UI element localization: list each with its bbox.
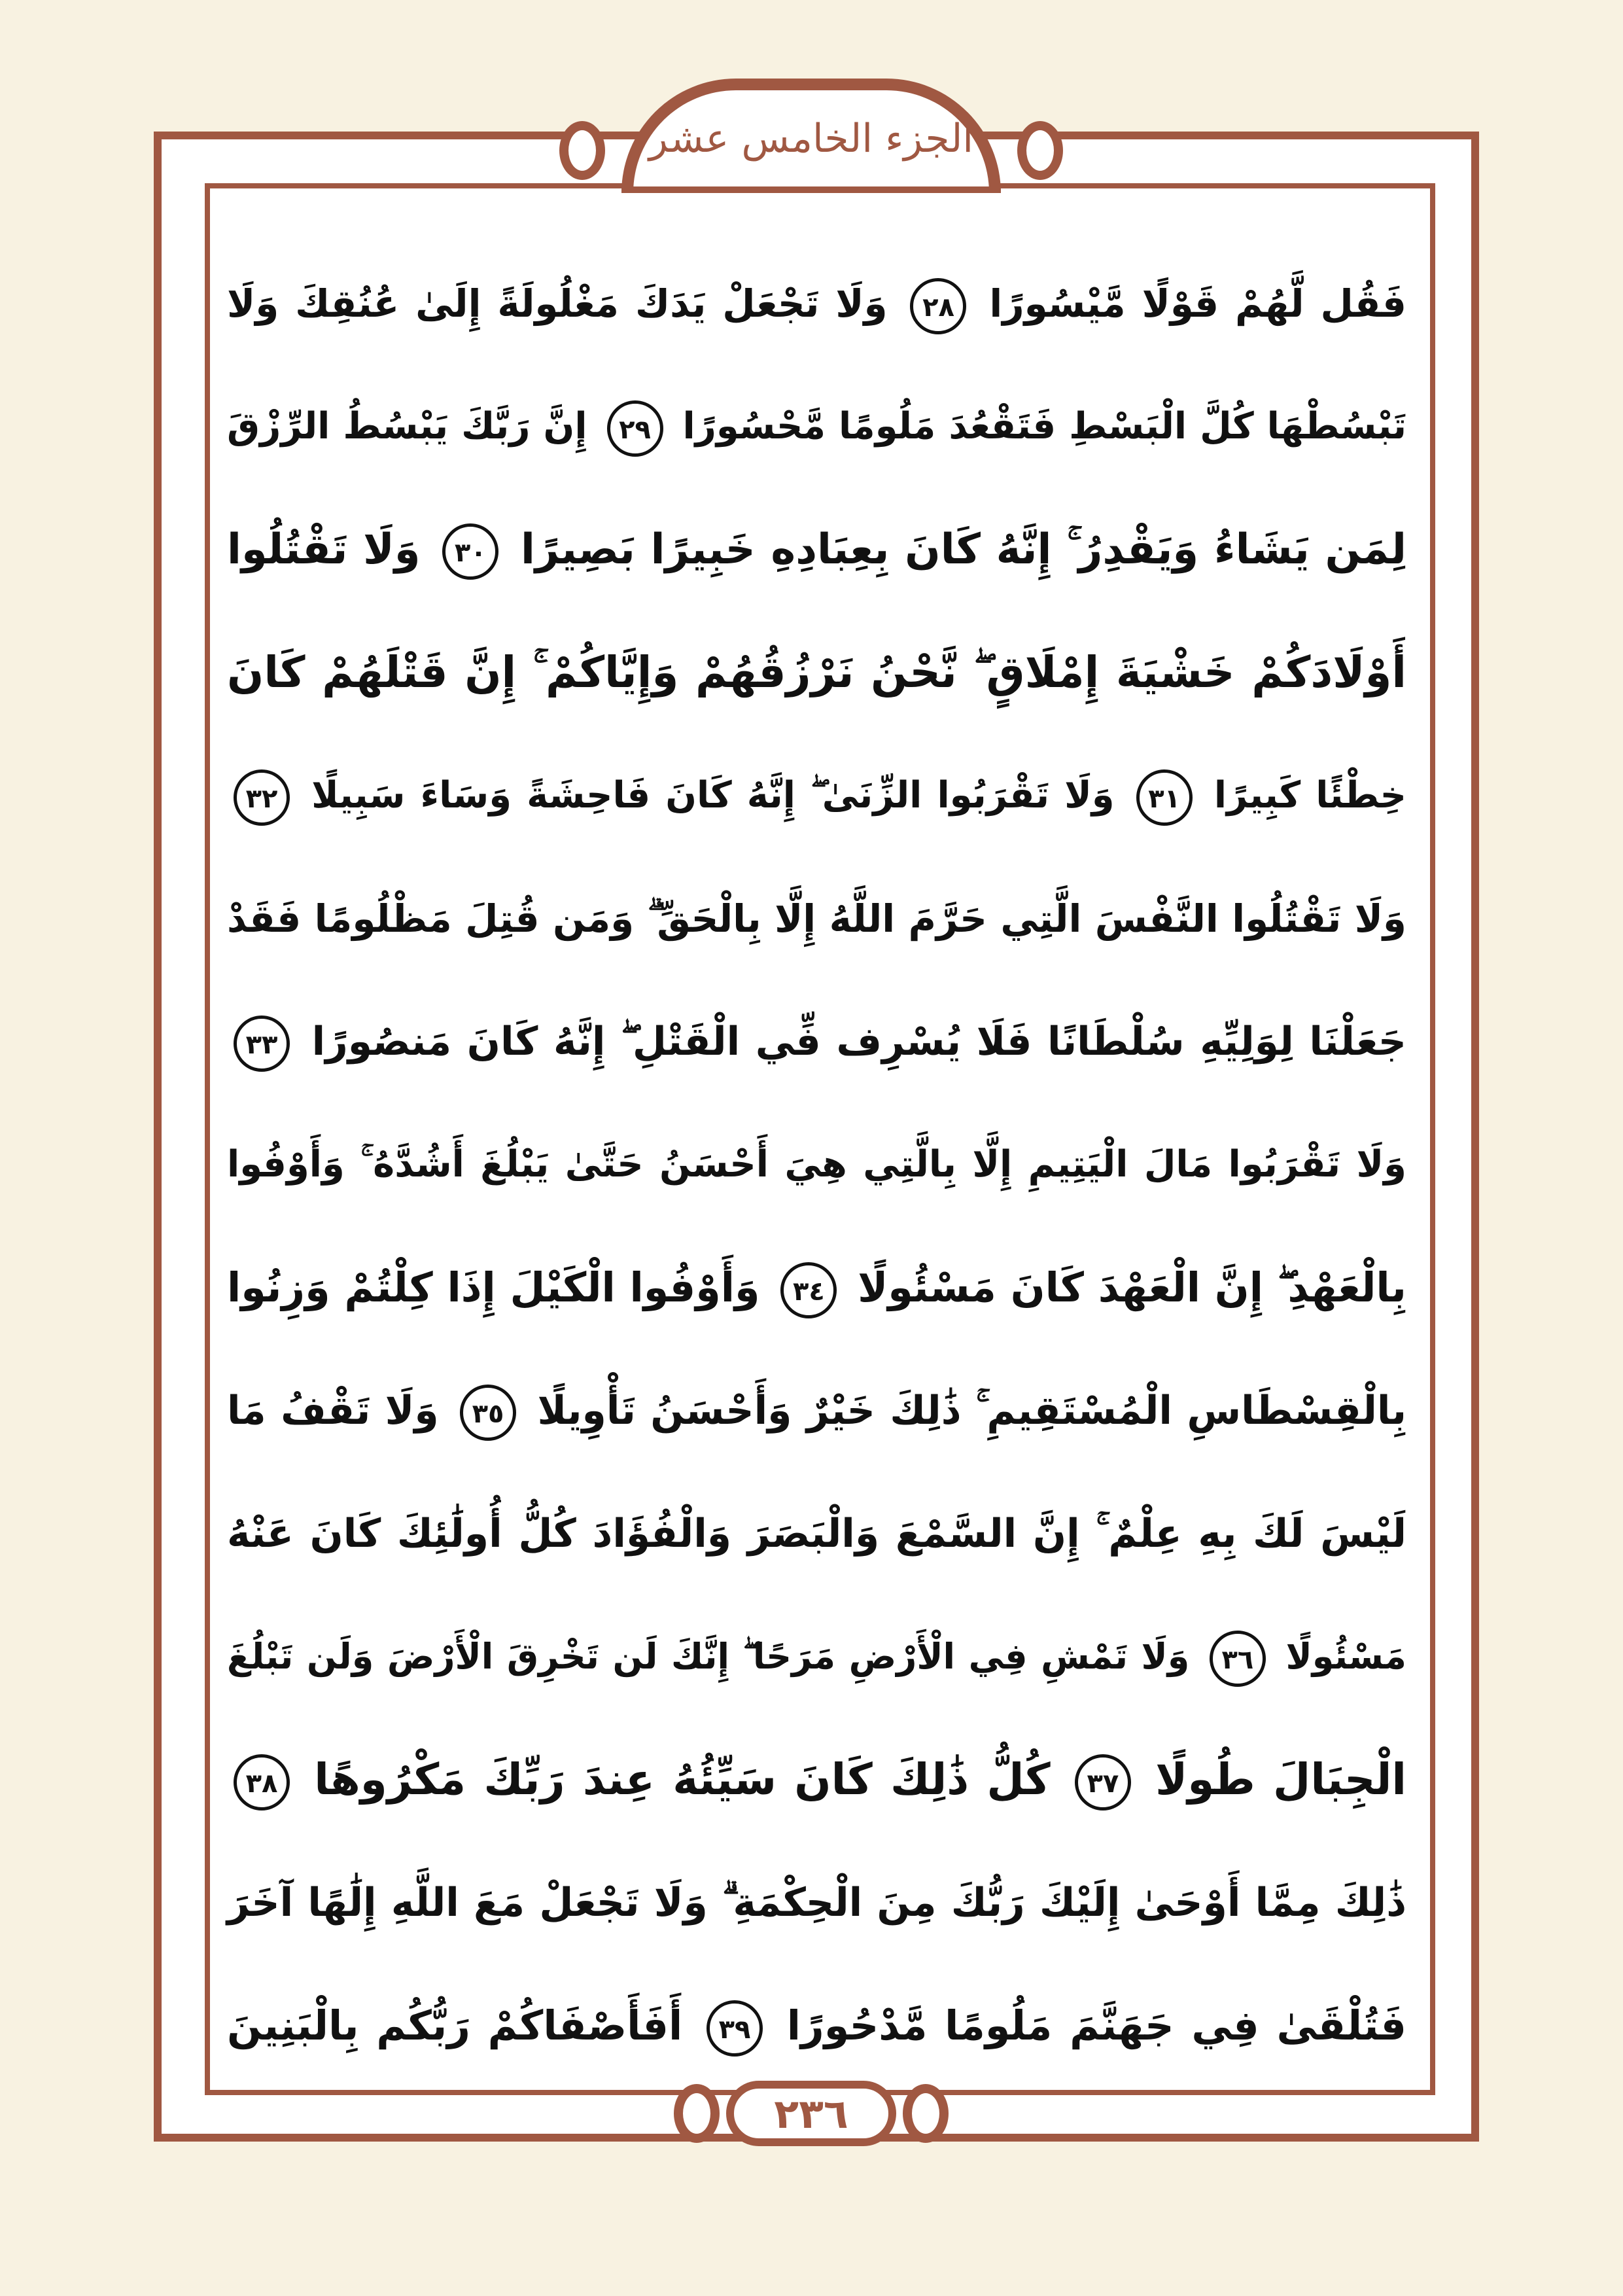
- verse-text: مَسْئُولًا: [1285, 1636, 1406, 1677]
- text-line: [227, 1103, 1406, 1226]
- verse-text: لَيْسَ لَكَ بِهِ عِلْمٌ ۚ إِنَّ السَّمْعَ وَالْبَصَرَ وَالْفُؤَادَ كُلُّ أُولَٰئِكَ كَانَ عَنْهُ: [227, 1511, 1406, 1557]
- page-number: ٢٣٦: [774, 2089, 848, 2138]
- ayah-number-marker: ٢٩: [607, 400, 663, 457]
- ayah-number-marker: ٣٦: [1210, 1631, 1266, 1687]
- verse-text: جَعَلْنَا لِوَلِيِّهِ سُلْطَانًا فَلَا يُسْرِف فِّي الْقَتْلِ ۖ إِنَّهُ كَانَ مَنصُورًا: [311, 1019, 1407, 1065]
- text-line: [227, 242, 1406, 365]
- verse-text: أَفَأَصْفَاكُمْ رَبُّكُم بِالْبَنِينَ: [227, 2002, 683, 2049]
- ayah-number-marker: ٢٨: [910, 278, 966, 334]
- ayah-number-marker: ٣٧: [1075, 1754, 1131, 1810]
- text-line: [227, 365, 1406, 488]
- text-line: [227, 1718, 1406, 1841]
- juz-title: الجزء الخامس عشر: [648, 115, 974, 162]
- verse-text: وَلَا تَقْتُلُوا النَّفْسَ الَّتِي حَرَّمَ اللَّهُ إِلَّا بِالْحَقِّ ۗ وَمَن قُتِلَ مَظْلُومًا فَقَدْ: [227, 896, 1406, 941]
- page-number-badge: [726, 2081, 896, 2146]
- verse-text: كُلُّ ذَٰلِكَ كَانَ سَيِّئُهُ عِندَ رَبِّكَ مَكْرُوهًا: [314, 1754, 1051, 1805]
- ayah-number-marker: ٣١: [1136, 769, 1193, 826]
- text-line: [227, 980, 1406, 1103]
- verse-text: بِالْعَهْدِ ۖ إِنَّ الْعَهْدَ كَانَ مَسْئُولًا: [858, 1263, 1406, 1311]
- text-line: [227, 1595, 1406, 1718]
- ayah-number-marker: ٣٨: [234, 1754, 290, 1810]
- text-line: [227, 1472, 1406, 1595]
- verse-text: خِطْئًا كَبِيرًا: [1213, 774, 1407, 817]
- verse-text: ذَٰلِكَ مِمَّا أَوْحَىٰ إِلَيْكَ رَبُّكَ مِنَ الْحِكْمَةِ ۗ وَلَا تَجْعَلْ مَعَ اللَّهِ إِلَٰهًا آخَرَ: [227, 1880, 1406, 1926]
- verse-text: تَبْسُطْهَا كُلَّ الْبَسْطِ فَتَقْعُدَ مَلُومًا مَّحْسُورًا: [682, 405, 1407, 448]
- text-line: [227, 857, 1406, 980]
- text-line: [227, 734, 1406, 857]
- verse-text: وَلَا تَقْرَبُوا الزِّنَىٰ ۖ إِنَّهُ كَانَ فَاحِشَةً وَسَاءَ سَبِيلًا: [311, 774, 1115, 817]
- verse-text: وَلَا تَمْشِ فِي الْأَرْضِ مَرَحًا ۖ إِنَّكَ لَن تَخْرِقَ الْأَرْضَ وَلَن تَبْلُغَ: [227, 1636, 1190, 1677]
- verse-text: وَأَوْفُوا الْكَيْلَ إِذَا كِلْتُمْ وَزِنُوا: [227, 1263, 760, 1311]
- text-line: [227, 611, 1406, 734]
- verse-text: بِالْقِسْطَاسِ الْمُسْتَقِيمِ ۚ ذَٰلِكَ خَيْرٌ وَأَحْسَنُ تَأْوِيلًا: [537, 1388, 1406, 1434]
- quran-text: [227, 242, 1406, 2087]
- ornament-icon: [1017, 121, 1063, 180]
- ornament-icon: [559, 121, 605, 180]
- verse-text: فَقُل لَّهُمْ قَوْلًا مَّيْسُورًا: [989, 281, 1406, 326]
- ayah-number-marker: ٣٩: [707, 2000, 763, 2057]
- ayah-number-marker: ٣٠: [442, 523, 498, 580]
- verse-text: الْجِبَالَ طُولًا: [1155, 1754, 1407, 1805]
- verse-text: أَوْلَادَكُمْ خَشْيَةَ إِمْلَاقٍ ۖ نَّحْنُ نَرْزُقُهُمْ وَإِيَّاكُمْ ۚ إِنَّ قَتْلَهُمْ كَانَ: [227, 647, 1406, 698]
- text-line: [227, 1841, 1406, 1964]
- verse-text: فَتُلْقَىٰ فِي جَهَنَّمَ مَلُومًا مَّدْحُورًا: [786, 2002, 1407, 2049]
- verse-text: وَلَا تَجْعَلْ يَدَكَ مَغْلُولَةً إِلَىٰ عُنُقِكَ وَلَا: [227, 281, 888, 326]
- verse-text: إِنَّ رَبَّكَ يَبْسُطُ الرِّزْقَ: [227, 405, 587, 448]
- text-line: [227, 1349, 1406, 1472]
- ayah-number-marker: ٣٤: [780, 1262, 837, 1318]
- text-line: [227, 1226, 1406, 1349]
- ayah-number-marker: ٣٣: [234, 1016, 290, 1072]
- ornament-icon: [903, 2084, 949, 2143]
- ornament-icon: [674, 2084, 720, 2143]
- ayah-number-marker: ٣٥: [460, 1385, 516, 1441]
- juz-header: [621, 79, 1001, 193]
- verse-text: وَلَا تَقْفُ مَا: [227, 1388, 439, 1434]
- verse-text: لِمَن يَشَاءُ وَيَقْدِرُ ۚ إِنَّهُ كَانَ بِعِبَادِهِ خَبِيرًا بَصِيرًا: [520, 525, 1407, 574]
- ayah-number-marker: ٣٢: [234, 769, 290, 826]
- verse-text: وَلَا تَقْتُلُوا: [227, 525, 421, 574]
- verse-text: وَلَا تَقْرَبُوا مَالَ الْيَتِيمِ إِلَّا بِالَّتِي هِيَ أَحْسَنُ حَتَّىٰ يَبْلُغَ أَشُدَّهُ ۚ وَأَوْفُوا: [227, 1143, 1406, 1186]
- text-line: [227, 1964, 1406, 2087]
- text-line: [227, 488, 1406, 611]
